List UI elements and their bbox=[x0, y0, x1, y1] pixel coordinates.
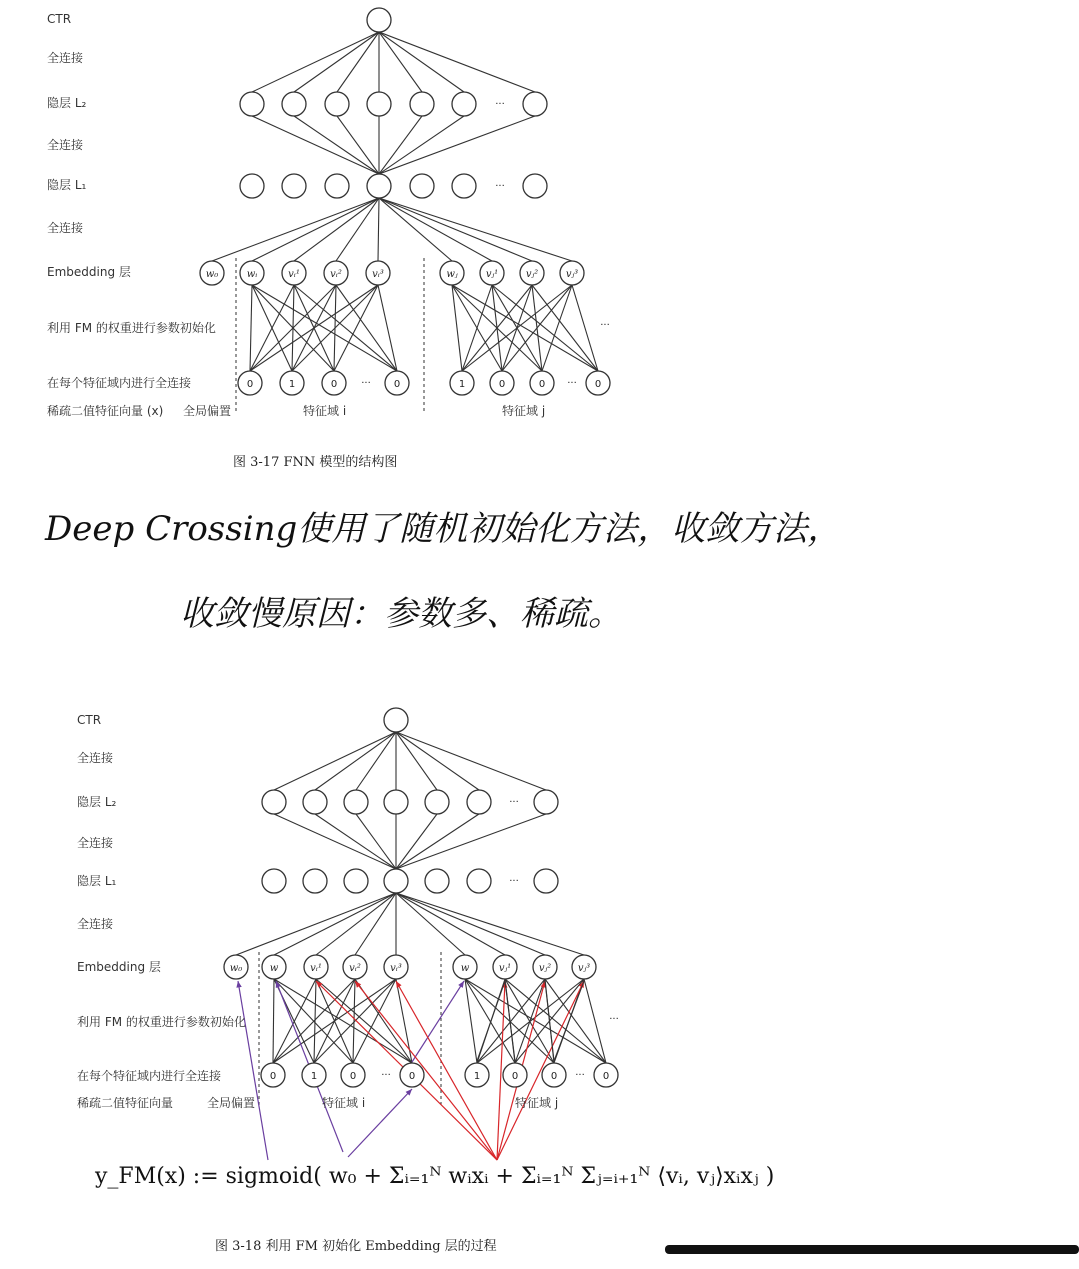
input-bit-value: 0 bbox=[393, 379, 401, 390]
fm-formula: y_FM(x) := sigmoid( w₀ + Σᵢ₌₁ᴺ wᵢxᵢ + Σᵢ₌₁ᴺ Σⱼ₌ᵢ₊₁ᴺ ⟨vᵢ, vⱼ⟩xᵢxⱼ ) bbox=[95, 1164, 775, 1189]
handwriting-line-2: 收敛慢原因：参数多、稀疏。 bbox=[180, 594, 622, 634]
edge-emb-input bbox=[532, 285, 598, 371]
edge-l2-l1 bbox=[294, 116, 379, 174]
edge-l2-l1 bbox=[379, 116, 464, 174]
edge-ctr-l2 bbox=[337, 32, 379, 92]
hidden-l1-ellipsis: ··· bbox=[495, 181, 505, 192]
edge-l2-l1 bbox=[252, 116, 379, 174]
fig1-label-hidden2: 隐层 L₂ bbox=[47, 96, 87, 110]
fig2-label-fm-init: 利用 FM 的权重进行参数初始化 bbox=[77, 1015, 246, 1029]
edge-emb-input bbox=[250, 285, 252, 371]
edge-l1-emb bbox=[236, 893, 396, 955]
input-bit-value: 0 bbox=[498, 379, 506, 390]
embedding-label-vi3: vᵢ³ bbox=[390, 963, 402, 974]
hidden-l1-node bbox=[262, 869, 286, 893]
input-bit-value: 0 bbox=[602, 1071, 610, 1082]
hidden-l2-node bbox=[384, 790, 408, 814]
fig1-neurons bbox=[200, 8, 610, 395]
fig2-caption: 图 3-18 利用 FM 初始化 Embedding 层的过程 bbox=[215, 1239, 497, 1254]
red-highlight-edge bbox=[554, 981, 584, 1061]
fig1-connection-edges bbox=[212, 32, 598, 413]
input-bits-ellipsis: ··· bbox=[381, 1070, 391, 1081]
fig1-label-field-fc: 在每个特征域内进行全连接 bbox=[47, 376, 192, 390]
hidden-l1-node bbox=[410, 174, 434, 198]
hidden-l1-node bbox=[452, 174, 476, 198]
edge-emb-input bbox=[462, 285, 492, 371]
fig1-label-field-i: 特征域 i bbox=[303, 404, 347, 418]
embedding-label-vj2: vⱼ² bbox=[538, 963, 552, 974]
edge-ctr-l2 bbox=[315, 732, 396, 790]
input-bit-value: 1 bbox=[473, 1071, 481, 1082]
edge-l1-emb bbox=[396, 893, 545, 955]
hidden-l2-node bbox=[325, 92, 349, 116]
fig1-label-fc3: 全连接 bbox=[47, 221, 84, 235]
edge-l1-emb bbox=[355, 893, 396, 955]
hidden-l2-node bbox=[467, 790, 491, 814]
hidden-l1-node bbox=[425, 869, 449, 893]
edge-emb-input bbox=[292, 285, 378, 371]
embedding-label-vi3: vᵢ³ bbox=[372, 269, 384, 280]
edge-emb-input bbox=[465, 979, 477, 1063]
hidden-l2-node bbox=[410, 92, 434, 116]
input-bit-value: 0 bbox=[511, 1071, 519, 1082]
embedding-label-vj3: vⱼ³ bbox=[577, 963, 591, 974]
hidden-l2-node bbox=[523, 92, 547, 116]
red-highlight-edge bbox=[477, 981, 505, 1061]
embedding-label-w: w bbox=[269, 963, 279, 974]
fig2-label-global-bias: 全局偏置 bbox=[207, 1096, 256, 1110]
fig1-label-fc2: 全连接 bbox=[47, 138, 84, 152]
fig1-label-fm-init: 利用 FM 的权重进行参数初始化 bbox=[47, 321, 216, 335]
input-bit-value: 0 bbox=[550, 1071, 558, 1082]
edge-ctr-l2 bbox=[396, 732, 479, 790]
fig2-label-embedding: Embedding 层 bbox=[77, 960, 161, 974]
hidden-l2-node bbox=[534, 790, 558, 814]
hidden-l2-node bbox=[425, 790, 449, 814]
input-bit-value: 0 bbox=[408, 1071, 416, 1082]
embedding-label-w0: w₀ bbox=[229, 963, 243, 974]
ctr-output-node bbox=[367, 8, 391, 32]
edge-l1-emb bbox=[212, 198, 379, 261]
edge-emb-input bbox=[250, 285, 336, 371]
edge-emb-input bbox=[250, 285, 378, 371]
fig1-caption: 图 3-17 FNN 模型的结构图 bbox=[233, 455, 398, 470]
edge-ctr-l2 bbox=[396, 732, 437, 790]
edge-emb-input bbox=[542, 285, 572, 371]
edge-ctr-l2 bbox=[294, 32, 379, 92]
input-bit-value: 1 bbox=[458, 379, 466, 390]
fig2-label-fc2: 全连接 bbox=[77, 836, 114, 850]
fig1-label-field-j: 特征域 j bbox=[502, 404, 546, 418]
hidden-l2-node bbox=[282, 92, 306, 116]
edge-l2-l1 bbox=[379, 116, 535, 174]
ctr-output-node bbox=[384, 708, 408, 732]
hidden-l1-node bbox=[467, 869, 491, 893]
embedding-label-vj1: vⱼ¹ bbox=[485, 269, 499, 280]
embedding-label-vi1: vᵢ¹ bbox=[310, 963, 322, 974]
edge-l2-l1 bbox=[396, 814, 437, 869]
edge-ctr-l2 bbox=[379, 32, 535, 92]
edge-l1-emb bbox=[379, 198, 532, 261]
edge-l2-l1 bbox=[337, 116, 379, 174]
fig2-label-fc1: 全连接 bbox=[77, 751, 114, 765]
hidden-l1-node bbox=[534, 869, 558, 893]
fig1-label-ctr: CTR bbox=[47, 12, 72, 26]
fig2-label-sparse: 稀疏二值特征向量 bbox=[77, 1096, 174, 1110]
edge-ctr-l2 bbox=[274, 732, 396, 790]
edge-l1-emb bbox=[378, 198, 379, 261]
fig1-label-hidden1: 隐层 L₁ bbox=[47, 178, 87, 192]
fig1-label-fc1: 全连接 bbox=[47, 51, 84, 65]
edge-ctr-l2 bbox=[379, 32, 464, 92]
hidden-l1-node bbox=[523, 174, 547, 198]
edge-emb-input bbox=[584, 979, 606, 1063]
edge-l1-emb bbox=[274, 893, 396, 955]
fig2-label-ctr: CTR bbox=[77, 713, 102, 727]
edge-l1-emb bbox=[252, 198, 379, 261]
edge-emb-input bbox=[462, 285, 572, 371]
hidden-l2-node bbox=[367, 92, 391, 116]
hidden-l2-node bbox=[262, 790, 286, 814]
embedding-label-vi2: vᵢ² bbox=[330, 269, 342, 280]
hidden-l1-node bbox=[240, 174, 264, 198]
edge-emb-input bbox=[273, 979, 274, 1063]
input-bit-value: 0 bbox=[594, 379, 602, 390]
edge-l1-emb bbox=[316, 893, 396, 955]
edge-l2-l1 bbox=[396, 814, 479, 869]
embedding-label-vj1: vⱼ¹ bbox=[498, 963, 512, 974]
input-bit-value: 0 bbox=[538, 379, 546, 390]
embedding-ellipsis: ··· bbox=[609, 1014, 619, 1025]
hidden-l2-node bbox=[240, 92, 264, 116]
input-bits-ellipsis: ··· bbox=[567, 378, 577, 389]
edge-l1-emb bbox=[294, 198, 379, 261]
edge-emb-input bbox=[492, 285, 598, 371]
fig1-label-global-bias: 全局偏置 bbox=[183, 404, 232, 418]
handwriting-line-1: Deep Crossing使用了随机初始化方法，收敛方法， bbox=[45, 509, 842, 549]
edge-emb-input bbox=[452, 285, 462, 371]
edge-emb-input bbox=[250, 285, 294, 371]
fig1-label-embedding: Embedding 层 bbox=[47, 265, 131, 279]
edge-ctr-l2 bbox=[379, 32, 422, 92]
edge-emb-input bbox=[334, 285, 378, 371]
input-bit-value: 0 bbox=[349, 1071, 357, 1082]
hidden-l2-node bbox=[303, 790, 327, 814]
edge-emb-input bbox=[353, 979, 396, 1063]
edge-emb-input bbox=[502, 285, 572, 371]
figure-fm-init-embedding bbox=[77, 708, 774, 1254]
hidden-l2-node bbox=[452, 92, 476, 116]
figure-fnn-structure bbox=[47, 8, 610, 470]
edge-emb-input bbox=[505, 979, 606, 1063]
input-bit-value: 0 bbox=[330, 379, 338, 390]
overlay-bar bbox=[665, 1245, 1079, 1254]
edge-l2-l1 bbox=[315, 814, 396, 869]
edge-ctr-l2 bbox=[396, 732, 546, 790]
arrow-wj-init bbox=[412, 981, 464, 1062]
embedding-label-vj3: vⱼ³ bbox=[565, 269, 579, 280]
embedding-label-w0: w₀ bbox=[205, 269, 219, 280]
edge-l1-emb bbox=[396, 893, 465, 955]
hidden-l1-node bbox=[384, 869, 408, 893]
edge-l2-l1 bbox=[396, 814, 546, 869]
fig2-label-hidden2: 隐层 L₂ bbox=[77, 795, 117, 809]
edge-l1-emb bbox=[379, 198, 452, 261]
fig2-label-hidden1: 隐层 L₁ bbox=[77, 874, 117, 888]
embedding-ellipsis: ··· bbox=[600, 320, 610, 331]
embedding-label-vj2: vⱼ² bbox=[525, 269, 539, 280]
input-bits-ellipsis: ··· bbox=[361, 378, 371, 389]
input-bit-value: 1 bbox=[310, 1071, 318, 1082]
edge-ctr-l2 bbox=[252, 32, 379, 92]
hidden-l2-ellipsis: ··· bbox=[495, 99, 505, 110]
hidden-l1-node bbox=[367, 174, 391, 198]
embedding-label-wj: wⱼ bbox=[446, 269, 458, 280]
edge-emb-input bbox=[545, 979, 606, 1063]
fig2-label-field-j: 特征域 j bbox=[515, 1096, 559, 1110]
hidden-l1-node bbox=[282, 174, 306, 198]
hidden-l2-ellipsis: ··· bbox=[509, 797, 519, 808]
hidden-l1-ellipsis: ··· bbox=[509, 876, 519, 887]
hidden-l1-node bbox=[303, 869, 327, 893]
handwritten-note bbox=[44, 509, 841, 634]
edge-emb-input bbox=[462, 285, 532, 371]
embedding-label-vi1: vᵢ¹ bbox=[288, 269, 300, 280]
fig1-label-sparse: 稀疏二值特征向量 (x) bbox=[47, 404, 164, 418]
hidden-l2-node bbox=[344, 790, 368, 814]
edge-l2-l1 bbox=[379, 116, 422, 174]
edge-l2-l1 bbox=[356, 814, 396, 869]
input-bit-value: 1 bbox=[288, 379, 296, 390]
fig2-label-fc3: 全连接 bbox=[77, 917, 114, 931]
edge-l1-emb bbox=[336, 198, 379, 261]
edge-l1-emb bbox=[396, 893, 584, 955]
fig2-label-field-fc: 在每个特征域内进行全连接 bbox=[77, 1069, 222, 1083]
hidden-l1-node bbox=[325, 174, 349, 198]
embedding-label-w: w bbox=[460, 963, 470, 974]
input-bit-value: 0 bbox=[269, 1071, 277, 1082]
edge-ctr-l2 bbox=[356, 732, 396, 790]
embedding-label-vi2: vᵢ² bbox=[349, 963, 361, 974]
hidden-l1-node bbox=[344, 869, 368, 893]
input-bits-ellipsis: ··· bbox=[575, 1070, 585, 1081]
fig2-label-field-i: 特征域 i bbox=[322, 1096, 366, 1110]
embedding-label-wi: wᵢ bbox=[246, 269, 258, 280]
edge-l2-l1 bbox=[274, 814, 396, 869]
edge-emb-input bbox=[465, 979, 515, 1063]
input-bit-value: 0 bbox=[246, 379, 254, 390]
edge-emb-input bbox=[477, 979, 584, 1063]
edge-emb-input bbox=[252, 285, 397, 371]
